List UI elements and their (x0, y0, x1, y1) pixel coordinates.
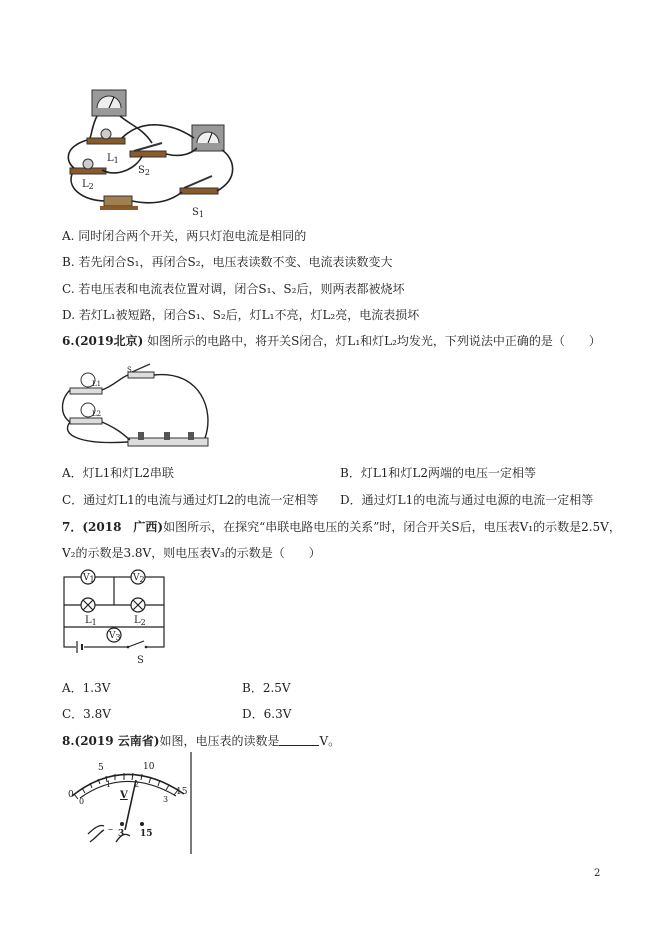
q8-answer-blank[interactable] (279, 734, 319, 746)
q7-option-b: B．2.5V (242, 681, 291, 695)
q6-label-s: S (127, 366, 132, 374)
q5-label-l2: $L_2$ (82, 179, 94, 191)
q7-stem-text1: 如图所示，在探究“串联电路电压的关系”时，闭合开关S后，电压表V₁的示数是2.5V， (163, 520, 621, 534)
q6-option-c: C．通过灯L1的电流与通过灯L2的电流一定相等 (62, 493, 319, 507)
q8-stem-after: V。 (319, 734, 341, 748)
q5-option-c: C. 若电压表和电流表位置对调，闭合S₁、S₂后，则两表都被烧坏 (62, 282, 405, 296)
q5-option-d: D. 若灯L₁被短路，闭合S₁、S₂后，灯L₁不亮，灯L₂亮，电流表损坏 (62, 308, 420, 322)
q8-inner-tick-2: 2 (134, 780, 140, 789)
q7-label-l2: $L_2$ (134, 615, 146, 627)
q6-label-l2: L2 (92, 410, 102, 418)
q7-circuit-figure (62, 567, 172, 662)
q8-outer-tick-5: 5 (98, 763, 104, 773)
q7-label-s: S (137, 655, 144, 666)
q8-inner-tick-3: 3 (163, 795, 169, 804)
q8-terminal-3: 3 (118, 829, 125, 839)
q6-circuit-figure (60, 360, 215, 452)
q6-option-b: B．灯L1和灯L2两端的电压一定相等 (340, 466, 537, 480)
q7-label-v2: $V_2$ (133, 573, 145, 584)
q6-stem (62, 333, 601, 349)
q6-option-a: A．灯L1和灯L2串联 (62, 466, 174, 480)
q5-label-s2: $S_2$ (138, 165, 150, 177)
q6-option-d: D．通过灯L1的电流与通过电源的电流一定相等 (340, 493, 594, 507)
q5-option-a: A. 同时闭合两个开关，两只灯泡电流是相同的 (62, 229, 307, 243)
q8-outer-tick-10: 10 (143, 762, 155, 772)
q8-terminal-15: 15 (140, 829, 153, 839)
q8-number: 8.(2019 云南省) (62, 734, 160, 748)
q8-inner-tick-0: 0 (79, 797, 85, 806)
q7-label-v1: $V_1$ (83, 573, 95, 584)
q6-stem-text: 如图所示的电路中，将开关S闭合，灯L₁和灯L₂均发光，下列说法中正确的是（ ） (147, 334, 601, 348)
q7-stem-line2: V₂的示数是3.8V，则电压表V₃的示数是（ ） (62, 546, 321, 560)
q5-option-b: B. 若先闭合S₁，再闭合S₂，电压表读数不变、电流表读数变大 (62, 255, 393, 269)
q8-inner-tick-1: 1 (106, 780, 112, 789)
q8-outer-tick-15: 15 (176, 787, 188, 797)
q7-option-a: A．1.3V (62, 681, 111, 695)
q6-number: 6.(2019北京) (62, 334, 144, 348)
q8-stem (62, 733, 340, 749)
q6-label-l1: L1 (92, 380, 102, 388)
q7-stem-line1 (62, 519, 621, 535)
q5-circuit-figure (62, 88, 242, 223)
q7-label-v3: $V_3$ (109, 631, 121, 642)
q5-label-l1: $L_1$ (107, 153, 119, 165)
q7-number: 7．(2018 广西) (62, 520, 164, 534)
page-number: 2 (594, 868, 601, 879)
q7-label-l1: $L_1$ (85, 615, 97, 627)
q7-option-d: D．6.3V (242, 707, 292, 721)
q5-label-s1: $S_1$ (192, 207, 204, 219)
q8-terminal-minus: – (108, 824, 113, 835)
q8-unit-label: V (120, 790, 128, 801)
q7-option-c: C．3.8V (62, 707, 111, 721)
q8-stem-before: 如图，电压表的读数是 (159, 734, 280, 748)
q8-outer-tick-0: 0 (68, 790, 74, 800)
